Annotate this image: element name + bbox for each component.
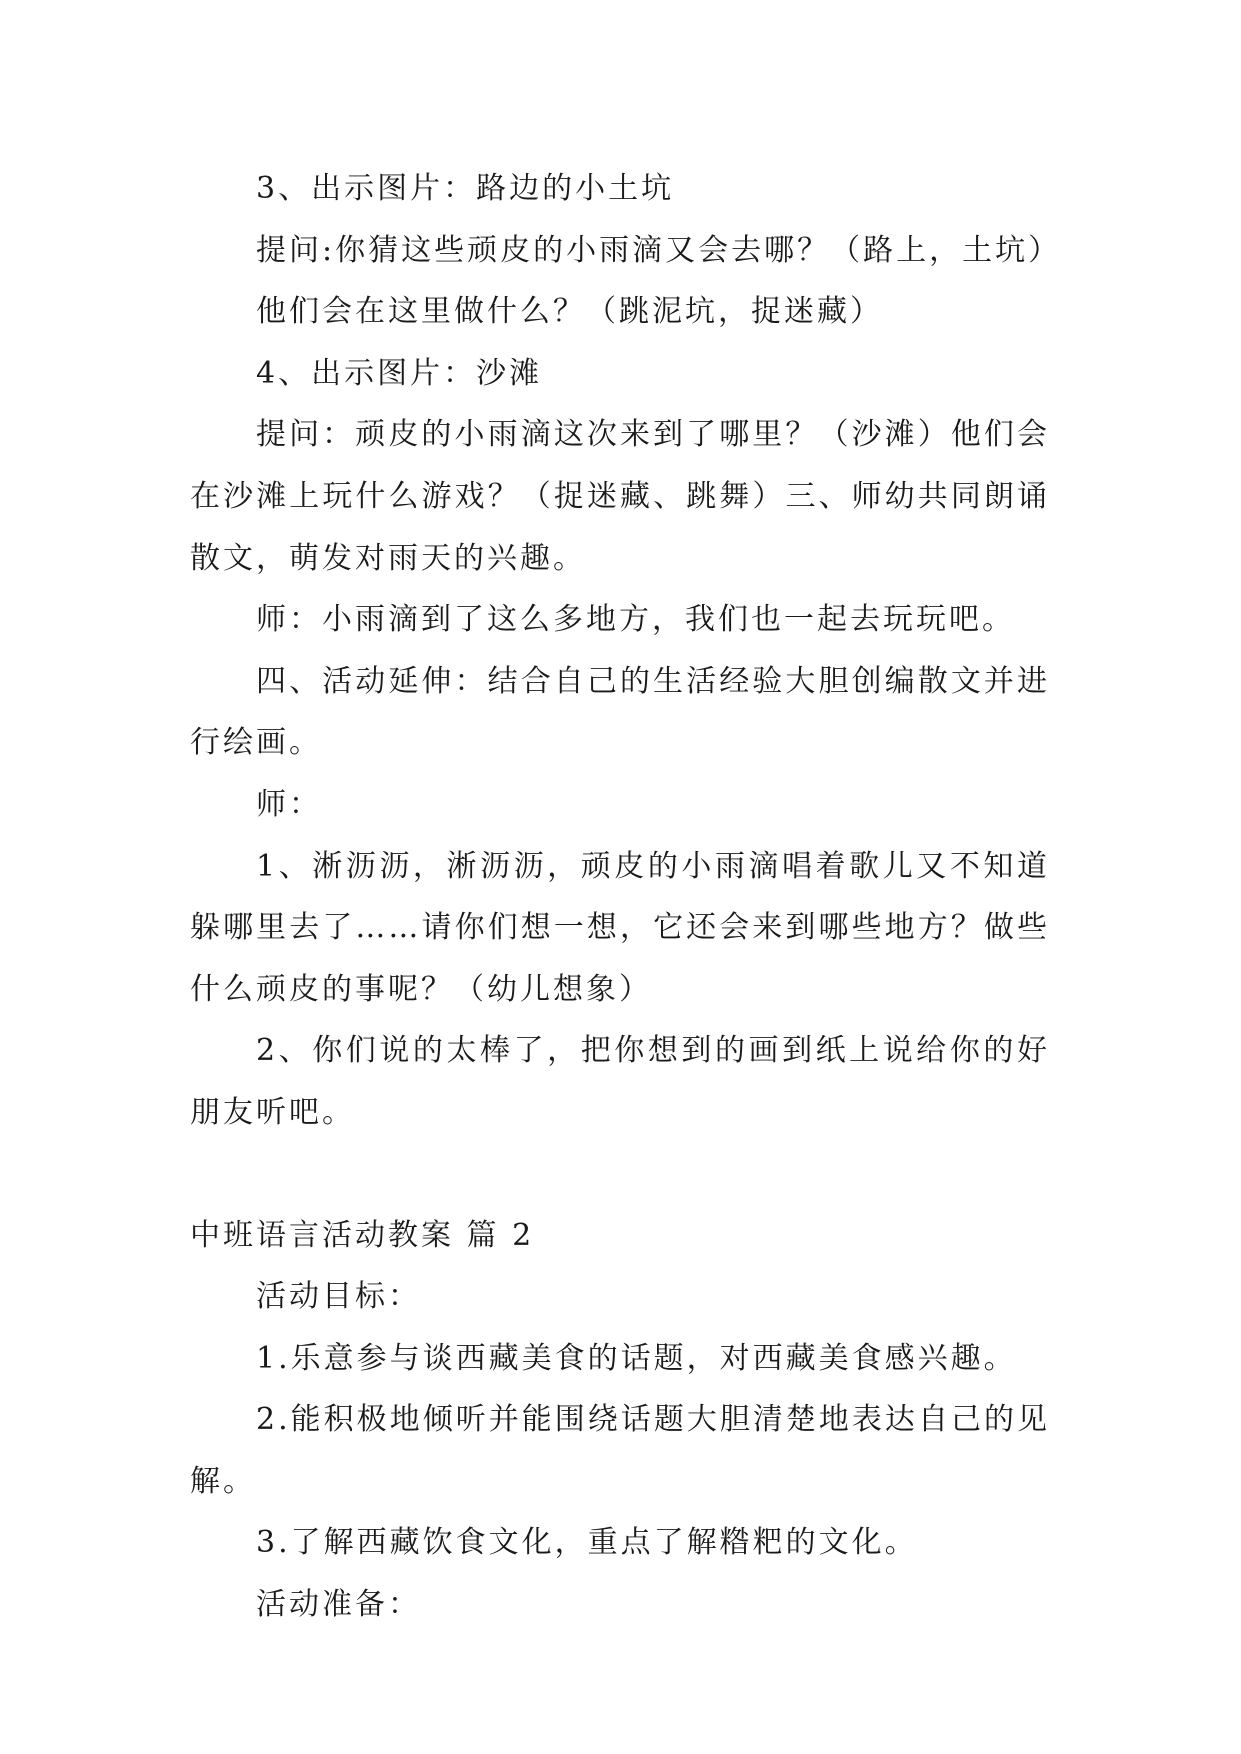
- document-body: [190, 158, 1062, 1636]
- paragraph: 活动准备：: [256, 1587, 421, 1623]
- paragraph: 活动目标：: [256, 1279, 421, 1315]
- section-heading: 中班语言活动教案 篇 2: [190, 1217, 535, 1253]
- paragraph: 4、出示图片：沙滩: [256, 355, 543, 391]
- paragraph: 3.了解西藏饮食文化，重点了解糌粑的文化。: [256, 1525, 918, 1561]
- paragraph: 1、淅沥沥，淅沥沥，顽皮的小雨滴唱着歌儿又不知道躲哪里去了……请你们想一想，它还会来到哪些地方？做些什么顽皮的事呢？（幼儿想象）: [190, 848, 1050, 1007]
- paragraph: 四、活动延伸：结合自己的生活经验大胆创编散文并进行绘画。: [190, 663, 1050, 761]
- paragraph: 3、出示图片：路边的小土坑: [256, 171, 675, 206]
- paragraph: 1.乐意参与谈西藏美食的话题，对西藏美食感兴趣。: [256, 1340, 1017, 1376]
- paragraph: 师：小雨滴到了这么多地方，我们也一起去玩玩吧。: [256, 602, 1015, 638]
- paragraph: 师：: [256, 786, 322, 822]
- paragraph: 提问:你猜这些顽皮的小雨滴又会去哪？（路上，土坑）: [256, 232, 1062, 268]
- paragraph: 2.能积极地倾听并能围绕话题大胆清楚地表达自己的见解。: [190, 1402, 1050, 1499]
- paragraph: 2、你们说的太棒了，把你想到的画到纸上说给你的好朋友听吧。: [190, 1033, 1050, 1130]
- paragraph: 提问：顽皮的小雨滴这次来到了哪里？（沙滩）他们会在沙滩上玩什么游戏？（捉迷藏、跳舞）三、师幼共同朗诵散文，萌发对雨天的兴趣。: [190, 417, 1050, 576]
- paragraph: 他们会在这里做什么？（跳泥坑，捉迷藏）: [256, 294, 883, 330]
